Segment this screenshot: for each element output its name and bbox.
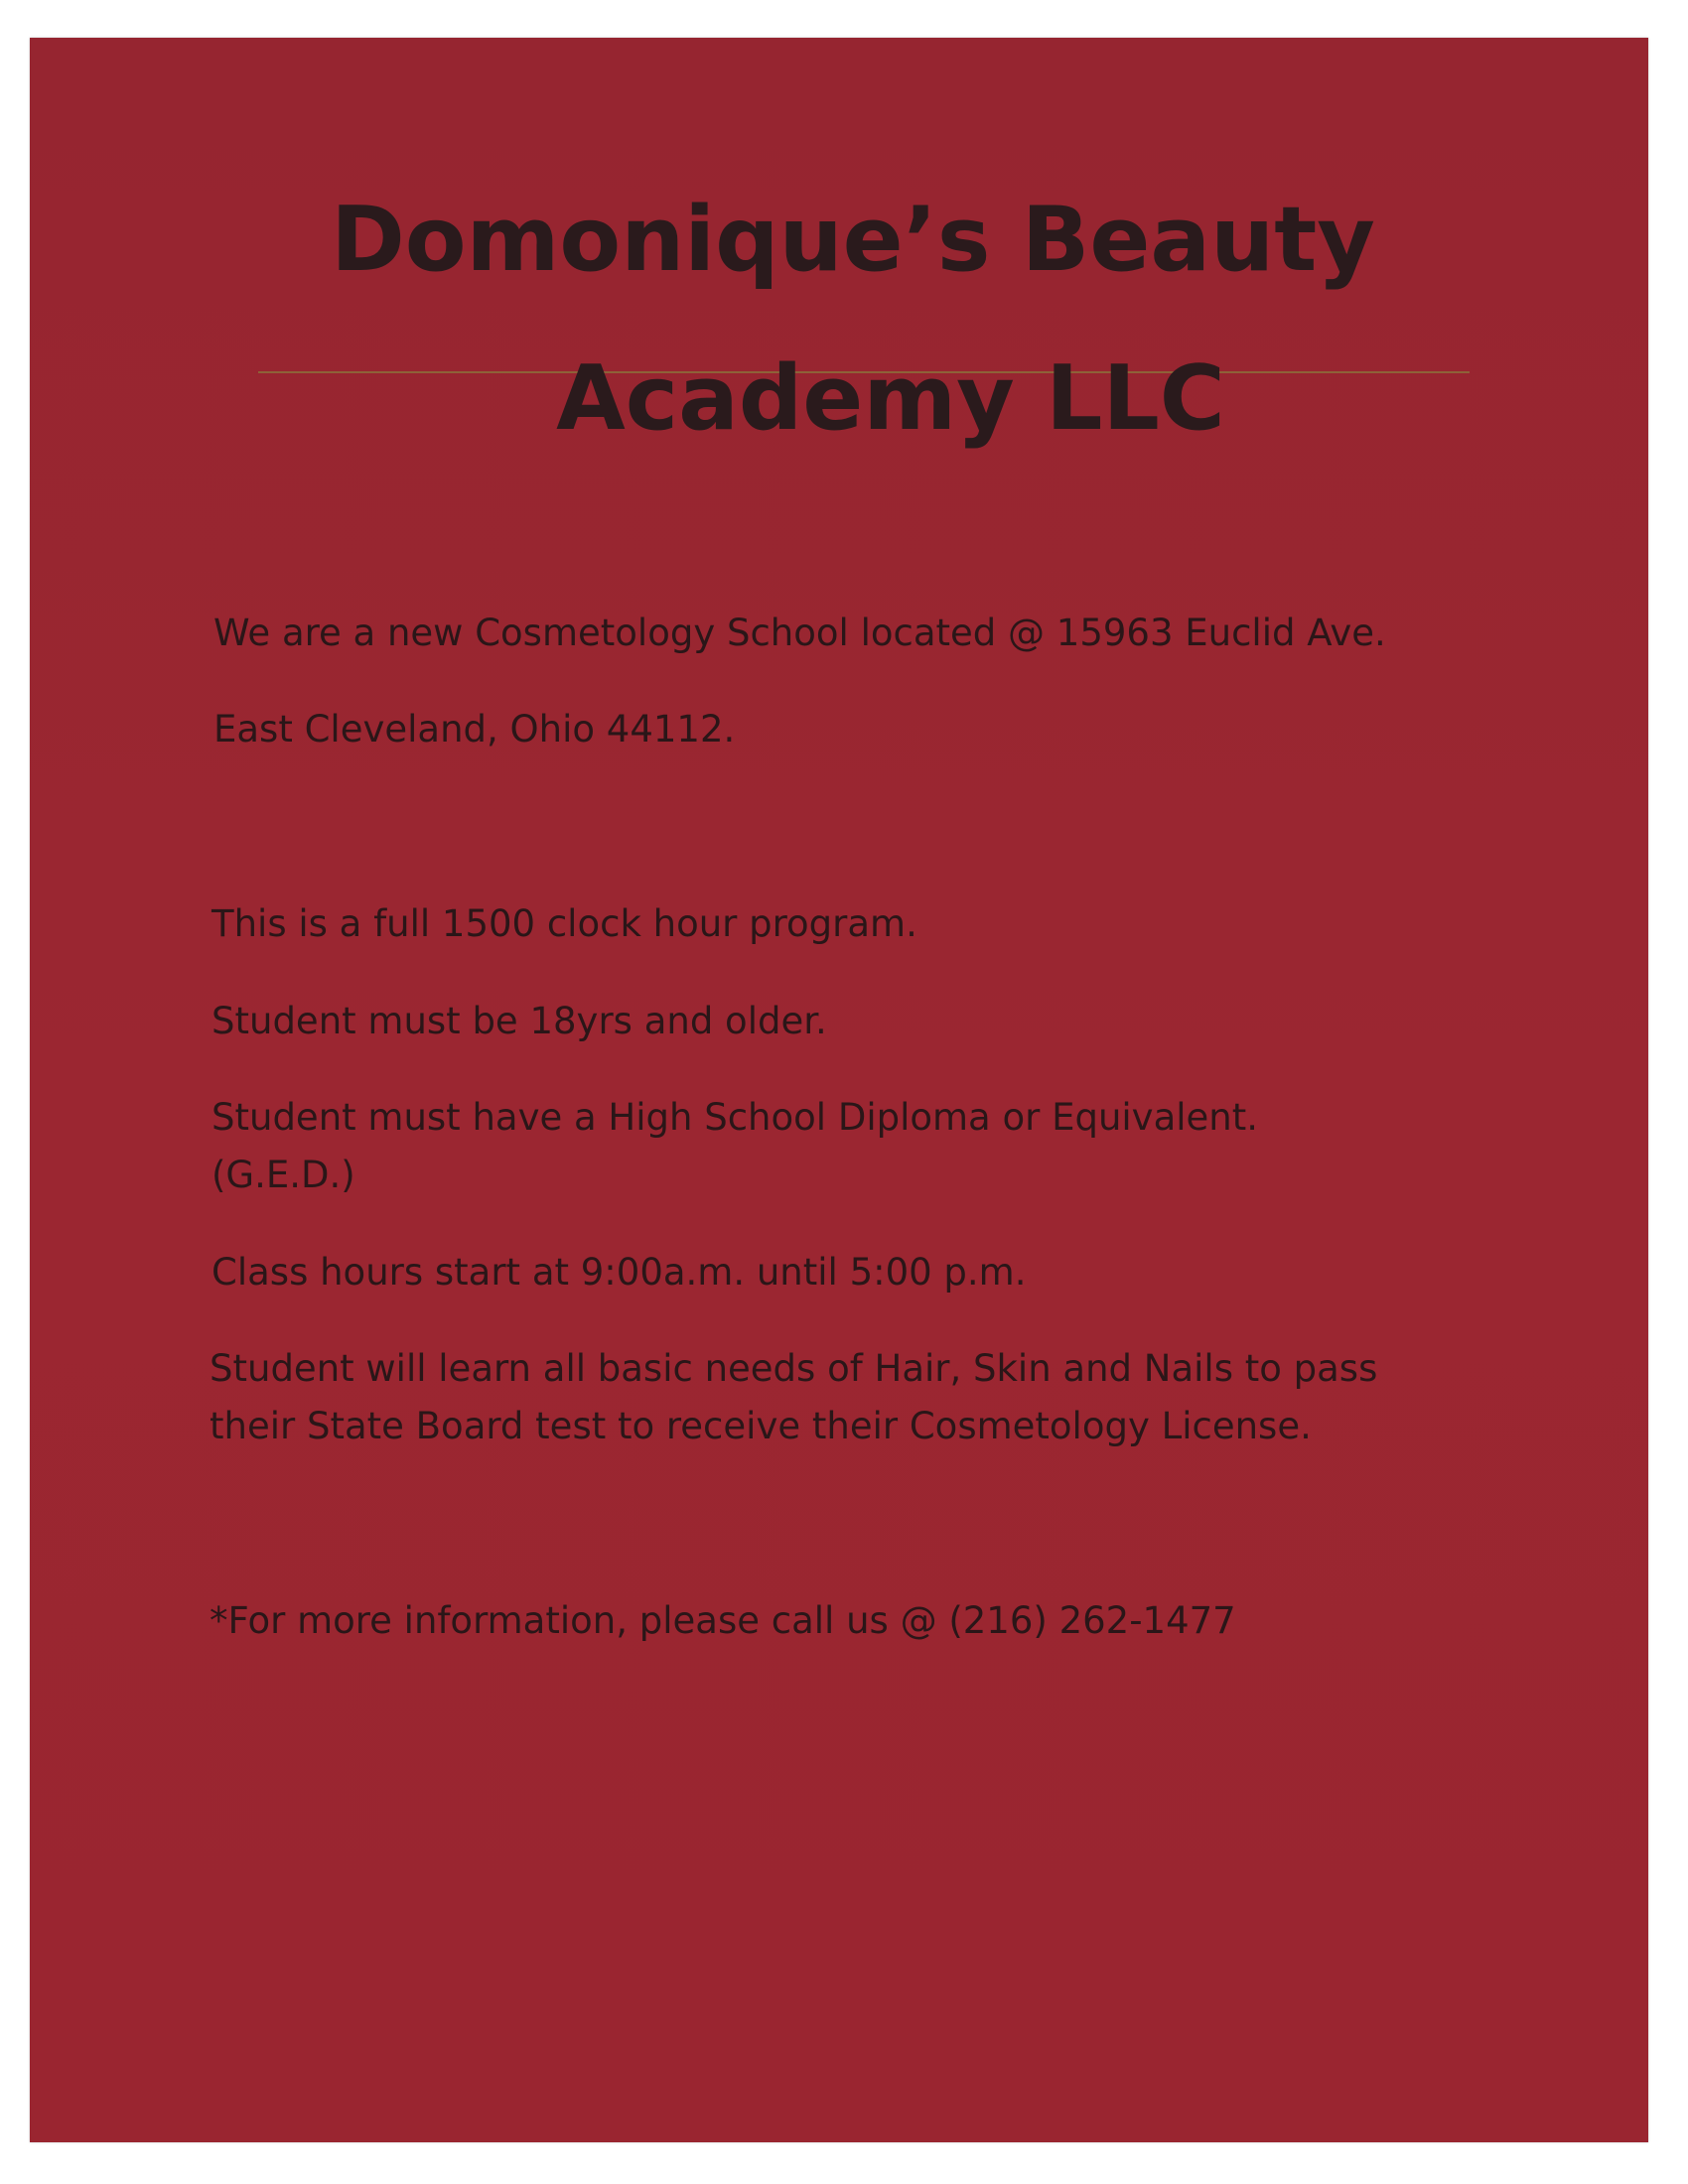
- class-hours-text: Class hours start at 9:00a.m. until 5:00 p.m.: [211, 1251, 1027, 1294]
- diploma-requirement-line-1: Student must have a High School Diploma or Equivalent.: [211, 1096, 1259, 1139]
- contact-info-text: *For more information, please call us @ (216) 262-1477: [210, 1599, 1236, 1642]
- program-hours-text: This is a full 1500 clock hour program.: [211, 902, 917, 945]
- title-line-1: Domonique’s Beauty: [331, 188, 1375, 292]
- location-line-1: We are a new Cosmetology School located @ 15963 Euclid Ave.: [213, 612, 1386, 654]
- curriculum-line-1: Student will learn all basic needs of Hair, Skin and Nails to pass: [210, 1347, 1378, 1390]
- diploma-requirement-line-2: (G.E.D.): [211, 1154, 355, 1196]
- flyer-page: [30, 38, 1648, 2142]
- title-line-2: Academy LLC: [556, 346, 1225, 451]
- location-line-2: East Cleveland, Ohio 44112.: [213, 708, 736, 751]
- age-requirement-text: Student must be 18yrs and older.: [211, 1000, 827, 1042]
- curriculum-line-2: their State Board test to receive their Cosmetology License.: [210, 1405, 1312, 1447]
